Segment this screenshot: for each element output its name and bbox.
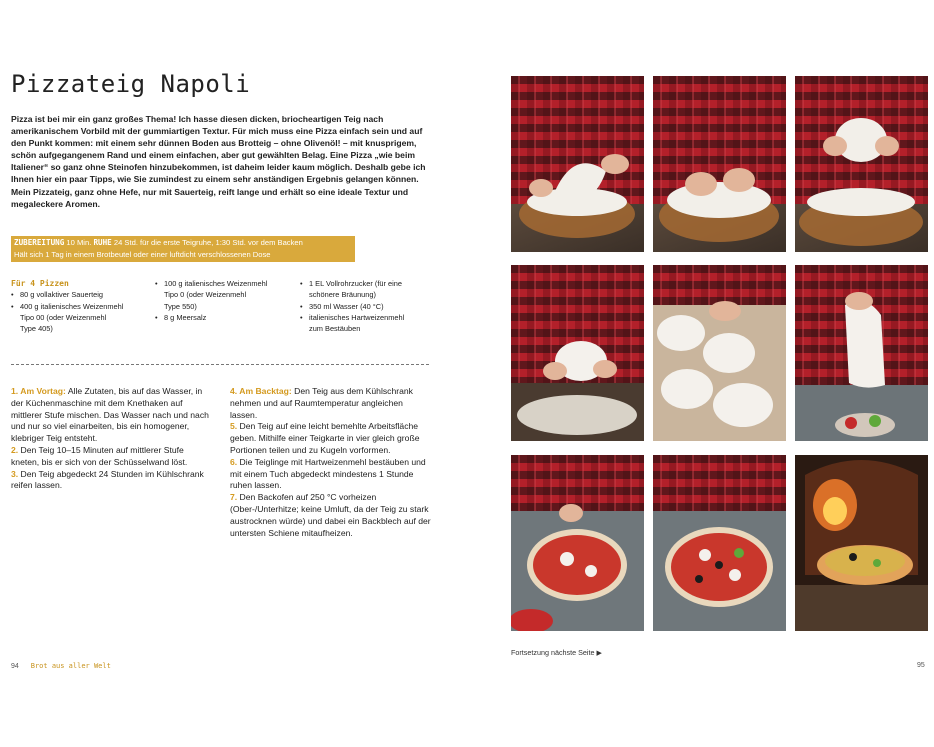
- ingredient-continuation: schönere Bräunung): [309, 290, 376, 300]
- ingredient-item: [300, 312, 435, 335]
- continued-note: Fortsetzung nächste Seite ▶: [511, 648, 603, 657]
- ingredient-item: [300, 301, 435, 312]
- ingredient-item: [155, 278, 295, 312]
- ingredient-list: [155, 278, 295, 323]
- ingredient-item: [11, 301, 151, 335]
- photo-stretching-dough: [795, 265, 928, 441]
- step-number: 4. Am Backtag:: [230, 386, 292, 396]
- method-step: [11, 445, 213, 469]
- photo-shaping-ball: [511, 265, 644, 441]
- ingredients-col-2: [155, 278, 295, 323]
- dashed-divider: [11, 364, 429, 365]
- timing-line: [14, 237, 352, 249]
- ingredient-line: 1 EL Vollrohrzucker (für eine: [309, 279, 402, 288]
- method-step: [11, 386, 213, 445]
- step-text: Den Teig aus dem Kühlschrank nehmen und auf Raumtemperatur angleichen lassen.: [230, 386, 413, 420]
- photo-kneading-in-bowl: [653, 76, 786, 252]
- step-text: Den Teig auf eine leicht bemehlte Arbeitsfläche geben. Mithilfe einer Teigkarte in vier gleich große Portionen teilen und zu Kugeln vorformen.: [230, 421, 420, 455]
- ingredient-list: [11, 289, 151, 334]
- steps-column-right: [230, 386, 432, 539]
- timing-bar: [11, 236, 355, 262]
- ingredient-continuation: Type 405): [20, 324, 53, 334]
- steps-column-left: [11, 386, 213, 492]
- photo-dough-balls: [653, 265, 786, 441]
- photo-lifting-dough: [795, 76, 928, 252]
- page-number-left: 94: [11, 663, 19, 670]
- photo-topped-pizza: [653, 455, 786, 631]
- ingredient-item: [155, 312, 295, 323]
- method-step: [11, 469, 213, 493]
- ingredient-continuation: Tipo 0 (oder Weizenmehl: [164, 290, 247, 300]
- ingredient-line: 400 g italienisches Weizenmehl: [20, 301, 124, 311]
- ingredient-line: 350 ml Wasser (40 °C): [309, 301, 384, 311]
- step-number: 5.: [230, 421, 238, 432]
- ingredient-continuation: Type 550): [164, 301, 197, 311]
- photo-pizza-in-oven: [795, 455, 928, 631]
- step-number: 6.: [230, 456, 238, 467]
- step-text: Die Teiglinge mit Hartweizenmehl bestäuben und mit einem Tuch abgedeckt mindestens 1 Stunde ruhen lassen.: [230, 456, 426, 491]
- running-title: Brot aus aller Welt: [30, 662, 111, 670]
- prep-value: 10 Min.: [66, 238, 92, 247]
- step-text: Den Backofen auf 250 °C vorheizen (Ober-/Unterhitze; keine Umluft, da der Teig zu stark austrocknen würde) und dabei ein Backblech auf der untersten Schiene mitaufheizen.: [230, 492, 431, 538]
- ingredient-line: italienisches Hartweizenmehl: [309, 312, 405, 322]
- step-text: Alle Zutaten, bis auf das Wasser, in der Küchenmaschine mit dem Knethaken auf mittlerer Stufe mischen. Das Wasser nach und nach und nur so viel einarbeiten, bis ein homogener, klebriger Teig entsteht.: [11, 386, 209, 444]
- method-step: [230, 386, 432, 421]
- step-number: 3.: [11, 468, 19, 479]
- rest-label: RUHE: [93, 238, 112, 247]
- ingredient-item: [11, 289, 151, 300]
- recipe-intro: Pizza ist bei mir ein ganz großes Thema! Ich hasse diesen dicken, briocheartigen Teig nach amerikanischem Vorbild mit der gummiartigen Textur. Für mich muss eine Pizza einfach sein und auf den Punkt kommen: mit einem sehr dünnen Boden aus Brotteig – ohne Olivenöl! – mit knusprigem, schön aufgegangenem Rand und einem einfachen, aber gut gewählten Belag. Eine Pizza „wie beim Italiener“ so ganz ohne Steinofen hinzubekommen, ist daheim leider kaum möglich. Deshalb gebe ich Ihnen hier ein paar Tipps, wie Sie zumindest zu einem sehr anständigen Ergebnis gelangen können. Mein Pizzateig, ganz ohne Hefe, nur mit Sauerteig, reift lange und erhält so eine ideale Textur und megaleckere Aromen.: [11, 114, 426, 209]
- ingredient-line: 80 g vollaktiver Sauerteig: [20, 290, 103, 300]
- keeps-note: Hält sich 1 Tag in einem Brotbeutel oder einer luftdicht verschlossenen Dose: [14, 249, 271, 259]
- step-text: Den Teig abgedeckt 24 Stunden im Kühlschrank reifen lassen.: [11, 468, 204, 491]
- step-text: Den Teig 10–15 Minuten auf mittlerer Stufe kneten, bis er sich von der Schüsselwand löst.: [11, 444, 188, 467]
- method-step: [230, 457, 432, 492]
- ingredient-continuation: zum Bestäuben: [309, 324, 361, 334]
- ingredient-line: 8 g Meersalz: [164, 312, 207, 322]
- step-number: 7.: [230, 492, 238, 503]
- ingredients-heading: Für 4 Pizzen: [11, 279, 69, 288]
- ingredient-continuation: Tipo 00 (oder Weizenmehl: [20, 312, 107, 322]
- photo-topping-mozzarella: [511, 455, 644, 631]
- prep-label: ZUBEREITUNG: [14, 238, 65, 247]
- step-number: 2.: [11, 444, 19, 455]
- ingredient-list: [300, 278, 435, 334]
- page-number-right: 95: [917, 662, 925, 669]
- step-number: 1. Am Vortag:: [11, 386, 66, 396]
- method-step: [230, 492, 432, 539]
- recipe-title: Pizzateig Napoli: [11, 70, 251, 98]
- ingredients-col-3: [300, 278, 435, 334]
- photo-mixing-dough: [511, 76, 644, 252]
- method-step: [230, 421, 432, 456]
- ingredient-item: [300, 278, 435, 301]
- ingredients-col-1: [11, 278, 151, 334]
- footer-left: [11, 662, 111, 670]
- rest-value: 24 Std. für die erste Teigruhe, 1:30 Std. vor dem Backen: [113, 238, 303, 247]
- ingredient-line: 100 g italienisches Weizenmehl: [164, 279, 268, 288]
